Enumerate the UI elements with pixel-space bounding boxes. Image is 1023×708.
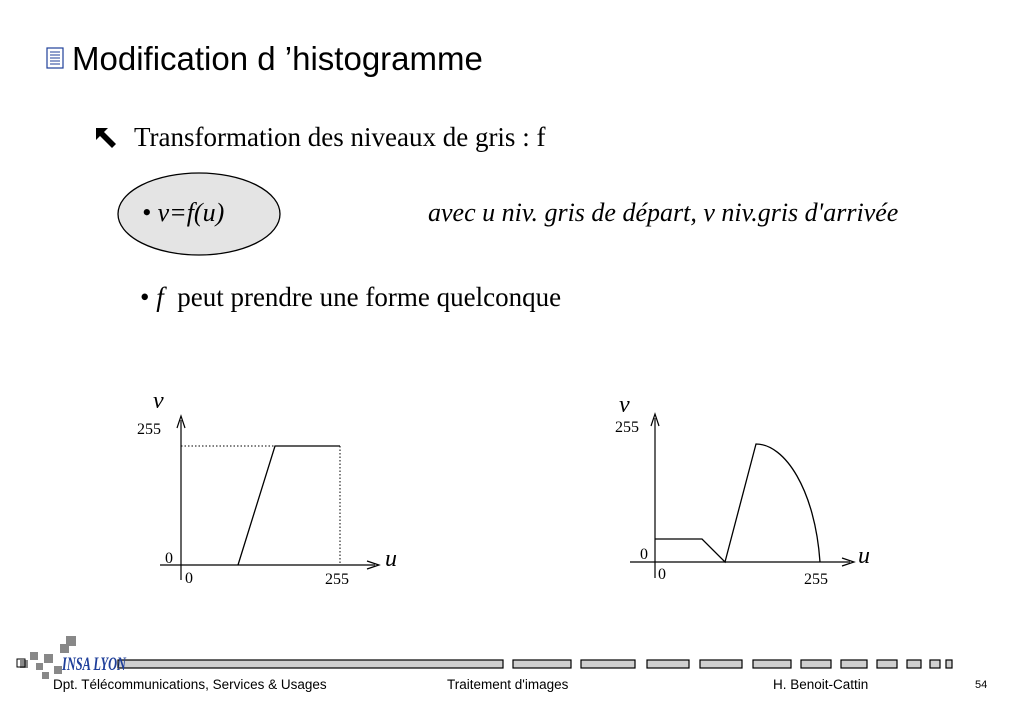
graph2-y-label: v: [619, 392, 630, 418]
bullet-dot: •: [140, 282, 157, 312]
bullet-transformation: Transformation des niveaux de gris : f: [134, 122, 546, 152]
document-icon: [46, 47, 64, 69]
graph2-x-label: u: [858, 543, 870, 569]
footer-course: Traitement d'images: [447, 677, 569, 692]
graph1-curve: [238, 446, 340, 565]
insa-logo: INSA LYON: [61, 654, 127, 675]
graph1-y-label: v: [153, 388, 164, 414]
graph-arbitrary: [600, 380, 900, 595]
graph2-y-min: 0: [640, 546, 648, 563]
graph1-x-label: u: [385, 546, 397, 572]
footer-author: H. Benoit-Cattin: [773, 677, 869, 692]
footer-segment-bars: [513, 660, 952, 668]
footer-main-bar: [118, 660, 503, 668]
graph1-x-min: 0: [185, 570, 193, 587]
graph1-y-max: 255: [137, 421, 161, 438]
graph2-y-max: 255: [615, 419, 639, 436]
f-symbol: f: [156, 282, 164, 312]
graph1-x-max: 255: [325, 571, 349, 588]
bullet-any-shape: [140, 282, 561, 313]
graph2-x-max: 255: [804, 571, 828, 588]
slide-title: Modification d ’histogramme: [72, 40, 483, 77]
equation-note: avec u niv. gris de départ, v niv.gris d'arrivée: [428, 198, 899, 227]
graph1-y-min: 0: [165, 550, 173, 567]
footer-department: Dpt. Télécommunications, Services & Usages: [53, 677, 327, 692]
equation-text: • v=f(u): [142, 198, 225, 227]
page-number: 54: [975, 679, 988, 691]
footer-bar: [0, 630, 1023, 708]
arrow-up-left-icon: [94, 126, 118, 150]
graph-ramp: [120, 380, 420, 595]
graph2-x-min: 0: [658, 566, 666, 583]
graph2-curve: [655, 444, 820, 562]
bullet-any-shape-text: peut prendre une forme quelconque: [163, 282, 562, 312]
